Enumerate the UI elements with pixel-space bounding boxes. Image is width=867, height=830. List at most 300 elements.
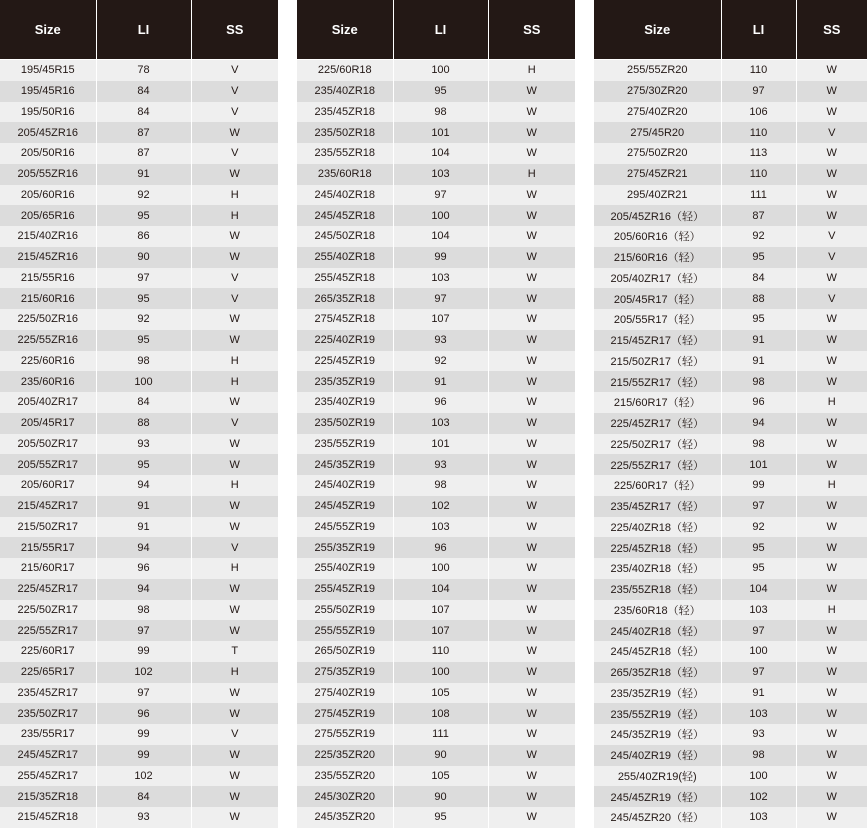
size-cell: 215/40ZR16 <box>0 226 96 247</box>
speed-symbol-cell: W <box>488 413 575 434</box>
load-index-cell: 95 <box>96 288 191 309</box>
size-cell: 275/45ZR19 <box>297 703 393 724</box>
speed-symbol-cell: W <box>796 558 867 579</box>
speed-symbol-cell: W <box>488 247 575 268</box>
speed-symbol-cell: H <box>488 60 575 81</box>
speed-symbol-cell: W <box>488 786 575 807</box>
table-row <box>0 226 278 247</box>
speed-symbol-cell: W <box>796 703 867 724</box>
size-cell: 245/40ZR19 <box>297 475 393 496</box>
size-cell: 205/40ZR17 <box>0 392 96 413</box>
load-index-cell: 98 <box>393 102 488 123</box>
table-row <box>297 683 575 704</box>
load-index-cell: 101 <box>393 434 488 455</box>
size-cell: 225/45ZR18（轻） <box>594 537 721 558</box>
speed-symbol-cell: W <box>796 537 867 558</box>
speed-symbol-cell: W <box>796 496 867 517</box>
size-cell: 255/45ZR19 <box>297 579 393 600</box>
load-index-cell: 93 <box>393 330 488 351</box>
speed-symbol-cell: W <box>488 143 575 164</box>
load-index-cell: 96 <box>393 392 488 413</box>
table-row <box>594 102 867 123</box>
size-cell: 205/50ZR17 <box>0 434 96 455</box>
size-cell: 205/60R17 <box>0 475 96 496</box>
table-row <box>594 537 867 558</box>
size-cell: 205/60R16（轻） <box>594 226 721 247</box>
table-row <box>297 392 575 413</box>
speed-symbol-cell: W <box>191 766 278 787</box>
load-index-cell: 100 <box>721 766 796 787</box>
size-cell: 245/45ZR20（轻） <box>594 807 721 828</box>
table-row <box>594 745 867 766</box>
tire-spec-table-2 <box>297 0 575 828</box>
load-index-cell: 97 <box>393 288 488 309</box>
table-row <box>0 703 278 724</box>
size-cell: 275/45R20 <box>594 122 721 143</box>
load-index-cell: 100 <box>393 558 488 579</box>
speed-symbol-cell: H <box>191 475 278 496</box>
speed-symbol-cell: H <box>191 371 278 392</box>
size-cell: 225/55ZR17（轻） <box>594 454 721 475</box>
table-row <box>297 641 575 662</box>
size-cell: 245/45ZR18 <box>297 205 393 226</box>
load-index-cell: 91 <box>96 496 191 517</box>
speed-symbol-cell: V <box>191 60 278 81</box>
table-row <box>297 288 575 309</box>
size-cell: 225/55ZR16 <box>0 330 96 351</box>
load-index-cell: 90 <box>393 745 488 766</box>
size-cell: 245/45ZR19（轻） <box>594 786 721 807</box>
speed-symbol-cell: W <box>488 766 575 787</box>
size-cell: 265/35ZR18（轻） <box>594 662 721 683</box>
table-row <box>297 434 575 455</box>
size-cell: 225/50ZR16 <box>0 309 96 330</box>
load-index-cell: 92 <box>721 517 796 538</box>
table-row <box>297 205 575 226</box>
speed-symbol-cell: W <box>796 724 867 745</box>
load-index-cell: 88 <box>96 413 191 434</box>
size-cell: 245/55ZR19 <box>297 517 393 538</box>
table-row <box>0 60 278 81</box>
size-cell: 235/35ZR19 <box>297 371 393 392</box>
table-row <box>0 81 278 102</box>
load-index-cell: 103 <box>721 600 796 621</box>
load-index-cell: 98 <box>721 745 796 766</box>
speed-symbol-cell: V <box>191 288 278 309</box>
table-row <box>0 351 278 372</box>
size-cell: 235/35ZR19（轻） <box>594 683 721 704</box>
speed-symbol-cell: H <box>191 185 278 206</box>
speed-symbol-cell: W <box>488 537 575 558</box>
table-row <box>594 662 867 683</box>
speed-symbol-cell: V <box>191 268 278 289</box>
size-cell: 245/40ZR19（轻） <box>594 745 721 766</box>
table-row <box>297 143 575 164</box>
table-row <box>297 413 575 434</box>
size-cell: 225/60R16 <box>0 351 96 372</box>
speed-symbol-cell: W <box>796 143 867 164</box>
load-index-cell: 110 <box>393 641 488 662</box>
size-cell: 215/60R16（轻） <box>594 247 721 268</box>
table-row <box>0 807 278 828</box>
speed-symbol-cell: W <box>191 392 278 413</box>
ss-column-header: SS <box>488 0 575 60</box>
table-row <box>594 620 867 641</box>
li-column-header: LI <box>721 0 796 60</box>
table-row <box>297 81 575 102</box>
speed-symbol-cell: H <box>191 351 278 372</box>
size-cell: 215/60R16 <box>0 288 96 309</box>
load-index-cell: 78 <box>96 60 191 81</box>
speed-symbol-cell: W <box>796 766 867 787</box>
ss-column-header: SS <box>796 0 867 60</box>
load-index-cell: 96 <box>721 392 796 413</box>
size-cell: 275/45ZR21 <box>594 164 721 185</box>
speed-symbol-cell: W <box>488 268 575 289</box>
table-row <box>594 413 867 434</box>
load-index-cell: 95 <box>96 330 191 351</box>
load-index-cell: 92 <box>721 226 796 247</box>
table-row <box>0 413 278 434</box>
load-index-cell: 102 <box>96 662 191 683</box>
load-index-cell: 95 <box>96 205 191 226</box>
li-column-header: LI <box>393 0 488 60</box>
table-row <box>0 392 278 413</box>
size-cell: 235/50ZR19 <box>297 413 393 434</box>
table-row <box>297 454 575 475</box>
size-cell: 275/40ZR20 <box>594 102 721 123</box>
speed-symbol-cell: W <box>191 309 278 330</box>
table-row <box>594 143 867 164</box>
size-cell: 225/35ZR20 <box>297 745 393 766</box>
table-row <box>0 558 278 579</box>
load-index-cell: 102 <box>393 496 488 517</box>
table-row <box>297 807 575 828</box>
table-row <box>594 517 867 538</box>
table-row <box>0 288 278 309</box>
table-row <box>297 786 575 807</box>
size-cell: 235/45ZR17（轻） <box>594 496 721 517</box>
table-row <box>0 745 278 766</box>
speed-symbol-cell: W <box>488 724 575 745</box>
size-cell: 245/50ZR18 <box>297 226 393 247</box>
speed-symbol-cell: W <box>488 807 575 828</box>
table-header-row <box>594 0 867 60</box>
load-index-cell: 101 <box>721 454 796 475</box>
table-row <box>0 434 278 455</box>
size-cell: 275/55ZR19 <box>297 724 393 745</box>
speed-symbol-cell: W <box>488 620 575 641</box>
size-cell: 205/55ZR17 <box>0 454 96 475</box>
speed-symbol-cell: W <box>488 185 575 206</box>
load-index-cell: 97 <box>721 662 796 683</box>
table-row <box>594 786 867 807</box>
speed-symbol-cell: W <box>488 641 575 662</box>
load-index-cell: 108 <box>393 703 488 724</box>
size-cell: 225/60R18 <box>297 60 393 81</box>
table-row <box>297 351 575 372</box>
size-cell: 235/55ZR18 <box>297 143 393 164</box>
speed-symbol-cell: V <box>191 724 278 745</box>
table-row <box>594 496 867 517</box>
table-row <box>0 205 278 226</box>
load-index-cell: 100 <box>393 205 488 226</box>
table-row <box>297 60 575 81</box>
speed-symbol-cell: W <box>488 600 575 621</box>
speed-symbol-cell: W <box>796 371 867 392</box>
table-row <box>0 122 278 143</box>
table-row <box>0 662 278 683</box>
size-cell: 235/50ZR17 <box>0 703 96 724</box>
speed-symbol-cell: W <box>796 620 867 641</box>
speed-symbol-cell: W <box>488 205 575 226</box>
size-cell: 265/35ZR18 <box>297 288 393 309</box>
load-index-cell: 97 <box>96 620 191 641</box>
size-cell: 205/65R16 <box>0 205 96 226</box>
speed-symbol-cell: W <box>488 288 575 309</box>
load-index-cell: 97 <box>96 683 191 704</box>
speed-symbol-cell: W <box>488 226 575 247</box>
speed-symbol-cell: W <box>796 330 867 351</box>
table-row <box>594 600 867 621</box>
table-row <box>297 268 575 289</box>
size-cell: 215/45ZR17（轻） <box>594 330 721 351</box>
speed-symbol-cell: W <box>191 517 278 538</box>
table-row <box>594 703 867 724</box>
table-row <box>297 185 575 206</box>
size-cell: 235/50ZR18 <box>297 122 393 143</box>
load-index-cell: 98 <box>96 600 191 621</box>
size-cell: 235/60R18（轻） <box>594 600 721 621</box>
speed-symbol-cell: W <box>488 122 575 143</box>
table-row <box>0 164 278 185</box>
load-index-cell: 97 <box>393 185 488 206</box>
table-row <box>297 226 575 247</box>
table-row <box>297 371 575 392</box>
load-index-cell: 84 <box>96 81 191 102</box>
load-index-cell: 104 <box>393 143 488 164</box>
load-index-cell: 104 <box>393 579 488 600</box>
size-cell: 215/35ZR18 <box>0 786 96 807</box>
load-index-cell: 93 <box>393 454 488 475</box>
size-cell: 195/45R15 <box>0 60 96 81</box>
size-cell: 245/45ZR18（轻） <box>594 641 721 662</box>
load-index-cell: 92 <box>96 185 191 206</box>
load-index-cell: 111 <box>721 185 796 206</box>
size-cell: 215/55R16 <box>0 268 96 289</box>
size-cell: 225/40ZR19 <box>297 330 393 351</box>
table-row <box>594 226 867 247</box>
size-cell: 215/50ZR17 <box>0 517 96 538</box>
load-index-cell: 98 <box>721 434 796 455</box>
table-header-row <box>297 0 575 60</box>
load-index-cell: 110 <box>721 60 796 81</box>
speed-symbol-cell: W <box>191 579 278 600</box>
size-cell: 255/45ZR18 <box>297 268 393 289</box>
table-row <box>0 766 278 787</box>
load-index-cell: 94 <box>96 537 191 558</box>
speed-symbol-cell: H <box>191 662 278 683</box>
table-row <box>0 517 278 538</box>
speed-symbol-cell: W <box>796 102 867 123</box>
speed-symbol-cell: W <box>488 579 575 600</box>
load-index-cell: 100 <box>393 662 488 683</box>
size-column-header: Size <box>297 0 393 60</box>
table-row <box>594 579 867 600</box>
size-cell: 215/50ZR17（轻） <box>594 351 721 372</box>
speed-symbol-cell: W <box>796 517 867 538</box>
table-row <box>594 392 867 413</box>
size-cell: 225/50ZR17 <box>0 600 96 621</box>
speed-symbol-cell: W <box>488 454 575 475</box>
load-index-cell: 98 <box>721 371 796 392</box>
speed-symbol-cell: W <box>796 454 867 475</box>
speed-symbol-cell: W <box>488 558 575 579</box>
speed-symbol-cell: W <box>191 434 278 455</box>
load-index-cell: 111 <box>393 724 488 745</box>
speed-symbol-cell: W <box>488 392 575 413</box>
size-cell: 245/45ZR19 <box>297 496 393 517</box>
load-index-cell: 100 <box>96 371 191 392</box>
size-cell: 225/65R17 <box>0 662 96 683</box>
load-index-cell: 95 <box>721 558 796 579</box>
table-row <box>594 351 867 372</box>
table-row <box>594 434 867 455</box>
table-row <box>297 247 575 268</box>
load-index-cell: 92 <box>96 309 191 330</box>
load-index-cell: 106 <box>721 102 796 123</box>
size-cell: 235/40ZR19 <box>297 392 393 413</box>
speed-symbol-cell: W <box>488 330 575 351</box>
load-index-cell: 92 <box>393 351 488 372</box>
speed-symbol-cell: W <box>796 413 867 434</box>
speed-symbol-cell: W <box>191 122 278 143</box>
speed-symbol-cell: W <box>488 496 575 517</box>
table-row <box>594 371 867 392</box>
size-cell: 255/40ZR19 <box>297 558 393 579</box>
speed-symbol-cell: H <box>191 205 278 226</box>
table-row <box>0 185 278 206</box>
size-cell: 255/35ZR19 <box>297 537 393 558</box>
table-row <box>297 558 575 579</box>
load-index-cell: 93 <box>96 807 191 828</box>
size-cell: 235/55ZR19（轻） <box>594 703 721 724</box>
size-cell: 255/40ZR19(轻) <box>594 766 721 787</box>
table-row <box>594 122 867 143</box>
load-index-cell: 91 <box>721 351 796 372</box>
table-row <box>0 496 278 517</box>
size-cell: 255/55ZR19 <box>297 620 393 641</box>
table-row <box>594 309 867 330</box>
table-row <box>0 330 278 351</box>
size-cell: 215/60R17（轻） <box>594 392 721 413</box>
speed-symbol-cell: W <box>488 745 575 766</box>
size-cell: 235/55ZR18（轻） <box>594 579 721 600</box>
size-cell: 265/50ZR19 <box>297 641 393 662</box>
speed-symbol-cell: W <box>796 683 867 704</box>
speed-symbol-cell: W <box>796 60 867 81</box>
size-cell: 225/45ZR19 <box>297 351 393 372</box>
speed-symbol-cell: W <box>191 703 278 724</box>
table-row <box>0 620 278 641</box>
speed-symbol-cell: H <box>488 164 575 185</box>
table-row <box>594 558 867 579</box>
speed-symbol-cell: V <box>191 537 278 558</box>
speed-symbol-cell: W <box>488 517 575 538</box>
table-header-row <box>0 0 278 60</box>
table-row <box>594 724 867 745</box>
speed-symbol-cell: W <box>796 641 867 662</box>
size-cell: 195/50R16 <box>0 102 96 123</box>
load-index-cell: 103 <box>393 164 488 185</box>
speed-symbol-cell: W <box>191 807 278 828</box>
load-index-cell: 87 <box>721 205 796 226</box>
table-row <box>594 807 867 828</box>
table-row <box>297 517 575 538</box>
table-row <box>594 475 867 496</box>
load-index-cell: 94 <box>96 579 191 600</box>
speed-symbol-cell: V <box>191 81 278 102</box>
speed-symbol-cell: V <box>191 143 278 164</box>
size-cell: 215/55R17 <box>0 537 96 558</box>
size-cell: 235/45ZR17 <box>0 683 96 704</box>
table-row <box>0 579 278 600</box>
table-row <box>297 496 575 517</box>
table-row <box>297 766 575 787</box>
load-index-cell: 105 <box>393 683 488 704</box>
load-index-cell: 103 <box>393 517 488 538</box>
speed-symbol-cell: V <box>191 413 278 434</box>
speed-symbol-cell: W <box>796 579 867 600</box>
table-row <box>594 205 867 226</box>
size-cell: 275/50ZR20 <box>594 143 721 164</box>
size-cell: 235/40ZR18（轻） <box>594 558 721 579</box>
table-row <box>594 288 867 309</box>
table-row <box>297 102 575 123</box>
speed-symbol-cell: W <box>796 786 867 807</box>
load-index-cell: 98 <box>393 475 488 496</box>
speed-symbol-cell: W <box>796 745 867 766</box>
size-cell: 255/55ZR20 <box>594 60 721 81</box>
table-row <box>297 579 575 600</box>
size-cell: 225/45ZR17（轻） <box>594 413 721 434</box>
table-row <box>297 309 575 330</box>
speed-symbol-cell: W <box>488 683 575 704</box>
load-index-cell: 91 <box>721 683 796 704</box>
speed-symbol-cell: H <box>796 475 867 496</box>
speed-symbol-cell: W <box>796 205 867 226</box>
size-cell: 235/55ZR19 <box>297 434 393 455</box>
size-cell: 255/45ZR17 <box>0 766 96 787</box>
speed-symbol-cell: H <box>796 600 867 621</box>
size-cell: 295/40ZR21 <box>594 185 721 206</box>
load-index-cell: 103 <box>393 268 488 289</box>
speed-symbol-cell: W <box>191 454 278 475</box>
speed-symbol-cell: W <box>191 683 278 704</box>
speed-symbol-cell: W <box>488 662 575 683</box>
size-cell: 205/50R16 <box>0 143 96 164</box>
load-index-cell: 91 <box>721 330 796 351</box>
table-row <box>0 454 278 475</box>
load-index-cell: 84 <box>721 268 796 289</box>
load-index-cell: 86 <box>96 226 191 247</box>
size-cell: 225/50ZR17（轻） <box>594 434 721 455</box>
table-row <box>0 143 278 164</box>
speed-symbol-cell: W <box>191 330 278 351</box>
speed-symbol-cell: W <box>796 268 867 289</box>
speed-symbol-cell: V <box>796 226 867 247</box>
speed-symbol-cell: V <box>796 247 867 268</box>
